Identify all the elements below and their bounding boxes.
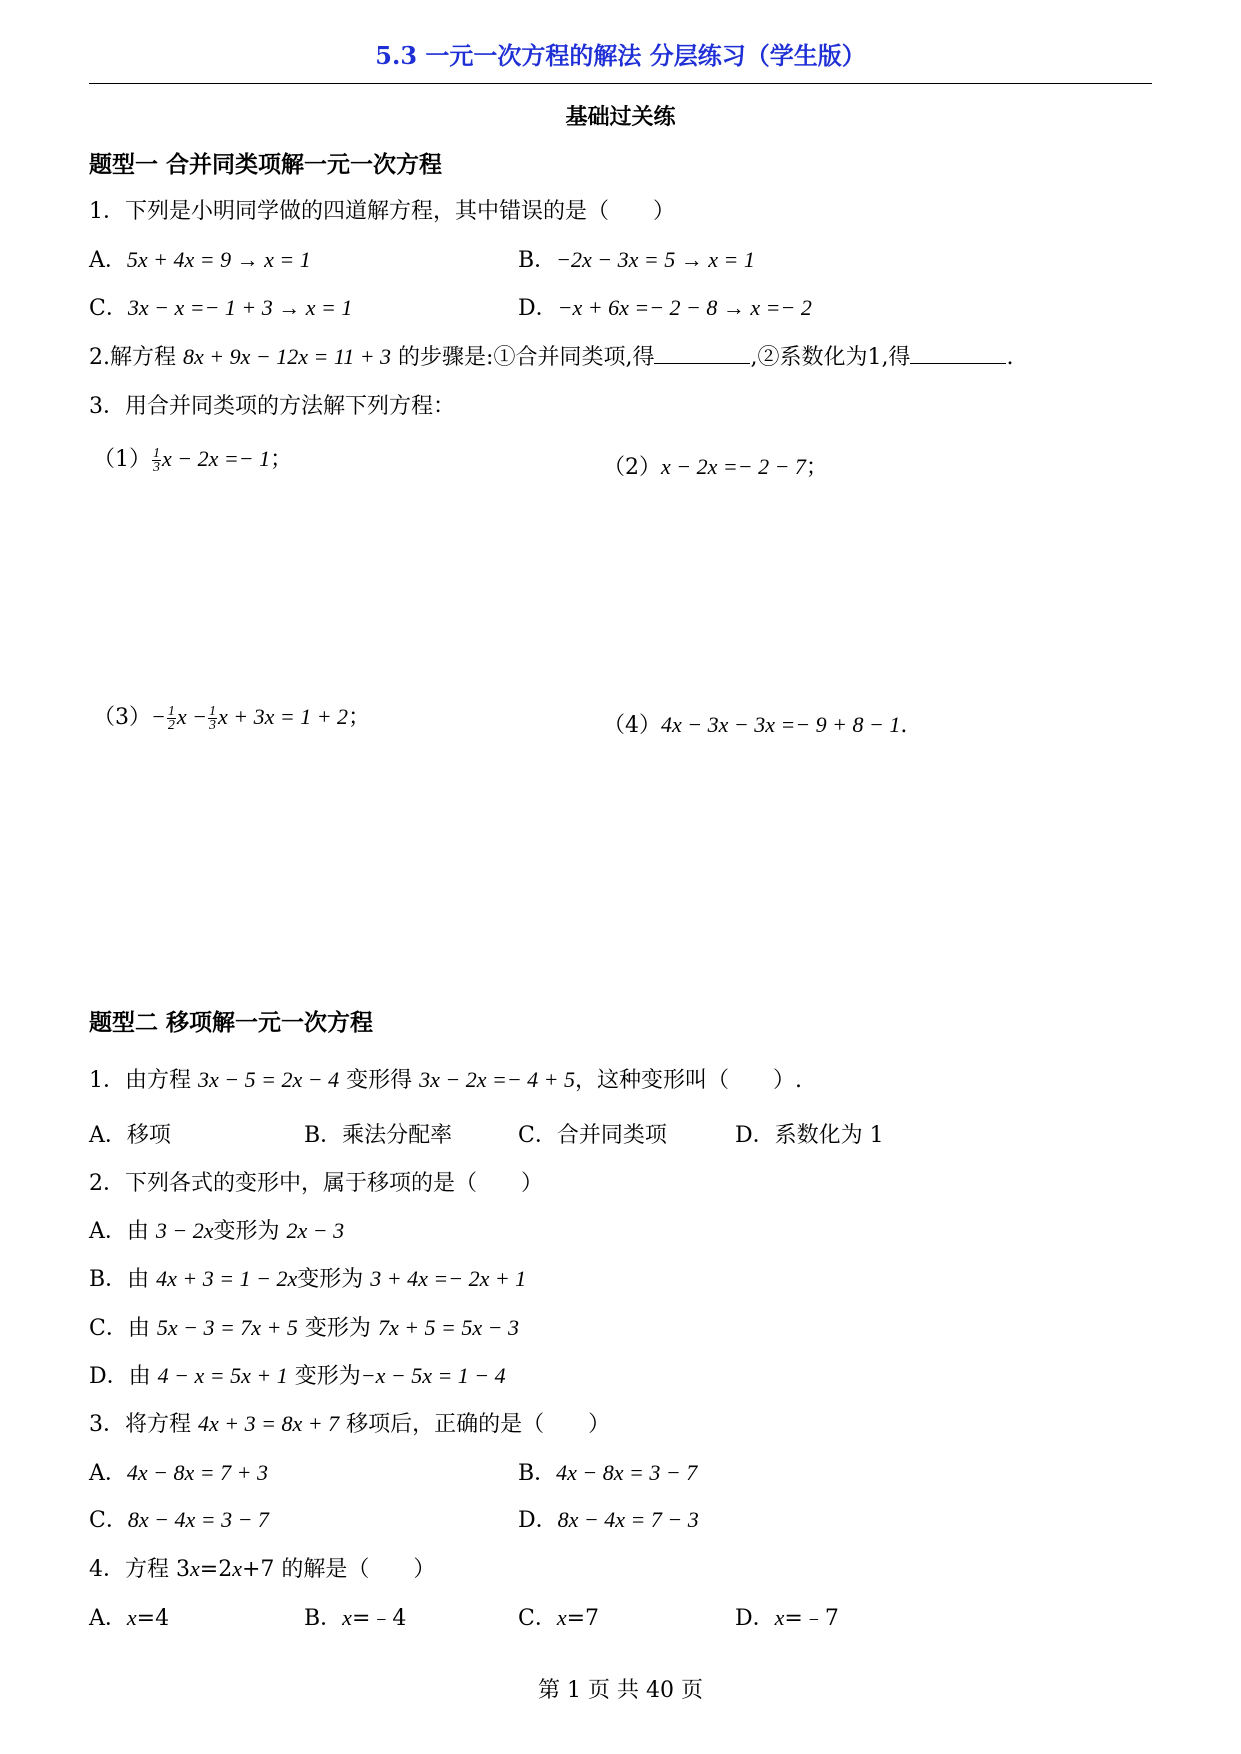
type2-q1 (89, 1063, 802, 1094)
option-expression: 2x − 3 (286, 1218, 345, 1243)
type1-q3-stem: 3．用合并同类项的方法解下列方程： (89, 394, 455, 419)
option-value: =7 (566, 1606, 600, 1631)
type2-q4-option-d (735, 1601, 839, 1632)
q-variable: x (232, 1556, 242, 1581)
part-expression-mid: x − (176, 704, 207, 729)
type1-q1-option-b (518, 243, 755, 274)
type2-q1-option-b: B．乘法分配率 (304, 1123, 453, 1148)
type2-q1-option-d: D．系数化为 1 (735, 1123, 884, 1148)
option-expression: 7x + 5 = 5x − 3 (377, 1315, 520, 1340)
type2-q4-option-c (518, 1601, 599, 1632)
fraction-numerator: 1 (208, 703, 216, 719)
option-expression: 4x + 3 = 1 − 2x (156, 1266, 298, 1291)
q2-equation: 8x + 9x − 12x = 11 + 3 (183, 344, 392, 369)
q-text: 变形得 (346, 1068, 413, 1093)
type1-q1-stem: 1．下列是小明同学做的四道解方程，其中错误的是（ ） (89, 199, 675, 224)
fraction-numerator: 1 (167, 703, 175, 719)
type1-q3-part3 (93, 700, 370, 732)
part-expression: 4x − 3x − 3x =− 9 + 8 − 1 (661, 712, 901, 737)
type2-q4-option-a (89, 1601, 169, 1632)
option-label: D． (518, 296, 558, 321)
type2-q4-option-b (304, 1601, 406, 1632)
option-label: D．由 (89, 1364, 151, 1389)
part-expression: x − 2x =− 1 (162, 446, 271, 471)
option-expression: −x − 5x = 1 − 4 (360, 1363, 506, 1388)
type2-q3-option-d (518, 1503, 699, 1534)
part-end: . (900, 713, 908, 738)
option-text: 变形为 (213, 1219, 280, 1244)
option-expression: −2x − 3x = 5 → x = 1 (556, 247, 755, 272)
option-label: C． (89, 296, 128, 321)
option-expression: 4x − 8x = 3 − 7 (556, 1460, 698, 1485)
option-text: 变形为 (304, 1316, 371, 1341)
option-label: B． (304, 1606, 343, 1631)
fraction-denominator: 2 (167, 717, 175, 733)
type2-q2-option-a (89, 1214, 344, 1245)
q-equation: 3x − 2x =− 4 + 5 (419, 1067, 576, 1092)
q2-end: . (1006, 345, 1014, 370)
option-expression: 4x − 8x = 7 + 3 (126, 1460, 268, 1485)
q-text: 3．将方程 (89, 1412, 191, 1437)
type1-q1-option-d (518, 291, 812, 322)
option-label: C．由 (89, 1316, 150, 1341)
option-label: C． (518, 1606, 557, 1631)
page-footer: 第 1 页 共 40 页 (538, 1678, 703, 1703)
type2-q3-option-a (89, 1456, 268, 1487)
type2-q4 (89, 1552, 435, 1583)
type1-q3-part2 (603, 450, 828, 481)
q-text: +7 的解是（ ） (241, 1557, 436, 1582)
q-text: 1．由方程 (89, 1068, 191, 1093)
q-equation: 3x − 5 = 2x − 4 (198, 1067, 340, 1092)
q-text: 移项后，正确的是（ ） (346, 1412, 611, 1437)
fraction-numerator: 1 (153, 445, 160, 461)
type2-q2-stem: 2．下列各式的变形中，属于移项的是（ ） (89, 1171, 543, 1196)
option-expression: 3x − x =− 1 + 3 → x = 1 (127, 295, 353, 320)
option-variable: x (126, 1605, 137, 1630)
option-label: A．由 (89, 1219, 149, 1244)
option-variable: x (774, 1605, 785, 1630)
option-label: B． (518, 1461, 557, 1486)
option-expression: 3 − 2x (155, 1218, 214, 1243)
q2-mid2: ,②系数化为1,得 (750, 345, 911, 370)
part-expression: x + 3x = 1 + 2 (217, 704, 349, 729)
q-text: 4．方程 3 (89, 1557, 190, 1582)
q2-mid: 的步骤是:①合并同类项,得 (398, 345, 655, 370)
type1-q2 (89, 340, 1013, 371)
part-label: （2） (603, 455, 661, 480)
answer-blank-1[interactable] (654, 343, 750, 364)
document-header-title: 5.3 一元一次方程的解法 分层练习（学生版） (375, 41, 866, 70)
type1-q1-option-c (89, 291, 352, 322)
q-variable: x (190, 1556, 200, 1581)
fraction (167, 705, 176, 732)
option-label: A． (89, 248, 127, 273)
option-expression: 3 + 4x =− 2x + 1 (370, 1266, 527, 1291)
type2-q3 (89, 1407, 610, 1438)
option-text: 变形为 (294, 1364, 361, 1389)
type2-q3-option-c (89, 1503, 269, 1534)
part-label: （4） (603, 713, 661, 738)
type2-q3-option-b (518, 1456, 697, 1487)
option-variable: x (342, 1605, 352, 1630)
type1-q3-part1 (93, 442, 292, 474)
answer-blank-2[interactable] (910, 343, 1006, 364)
option-label: C． (89, 1508, 128, 1533)
type2-heading: 题型二 移项解一元一次方程 (89, 1009, 374, 1036)
part-end: ； (270, 447, 293, 472)
type1-heading: 题型一 合并同类项解一元一次方程 (89, 151, 443, 178)
type2-q2-option-d (89, 1359, 506, 1390)
option-variable: x (556, 1605, 567, 1630)
option-label: B．由 (89, 1267, 150, 1292)
option-label: A． (89, 1606, 127, 1631)
type1-q1-option-a (89, 243, 311, 274)
part-expression: x − 2x =− 2 − 7 (661, 454, 806, 479)
part-end: ； (348, 705, 371, 730)
part-end: ； (805, 455, 828, 480)
option-text: 变形为 (297, 1267, 364, 1292)
part-label: （1） (93, 447, 151, 472)
option-expression: −x + 6x =− 2 − 8 → x =− 2 (557, 295, 812, 320)
section-title: 基础过关练 (565, 104, 676, 130)
type2-q1-option-c: C．合并同类项 (518, 1123, 667, 1148)
q-text: =2 (199, 1557, 233, 1582)
option-expression: 5x − 3 = 7x + 5 (156, 1315, 298, 1340)
option-label: D． (518, 1508, 558, 1533)
option-value: =﹣4 (351, 1606, 407, 1631)
q2-prefix: 2.解方程 (89, 345, 176, 370)
type2-q2-option-b (89, 1262, 526, 1293)
type1-q3-part4 (603, 708, 907, 739)
option-value: =4 (136, 1606, 170, 1631)
option-expression: 4 − x = 5x + 1 (157, 1363, 288, 1388)
minus-sign: − (151, 704, 166, 729)
option-value: =﹣7 (784, 1606, 839, 1631)
fraction-denominator: 3 (153, 459, 160, 475)
fraction (208, 705, 217, 732)
option-expression: 8x − 4x = 3 − 7 (127, 1507, 269, 1532)
fraction-denominator: 3 (208, 717, 216, 733)
option-label: D． (735, 1606, 775, 1631)
type2-q2-option-c (89, 1311, 519, 1342)
option-label: B． (518, 248, 557, 273)
option-expression: 5x + 4x = 9 → x = 1 (126, 247, 311, 272)
part-label: （3） (93, 705, 151, 730)
q-text: ，这种变形叫（ ）. (575, 1068, 803, 1093)
option-expression: 8x − 4x = 7 − 3 (557, 1507, 699, 1532)
q-equation: 4x + 3 = 8x + 7 (198, 1411, 340, 1436)
header-rule (89, 83, 1152, 84)
type2-q1-option-a: A．移项 (89, 1123, 171, 1148)
option-label: A． (89, 1461, 127, 1486)
fraction (152, 447, 161, 474)
